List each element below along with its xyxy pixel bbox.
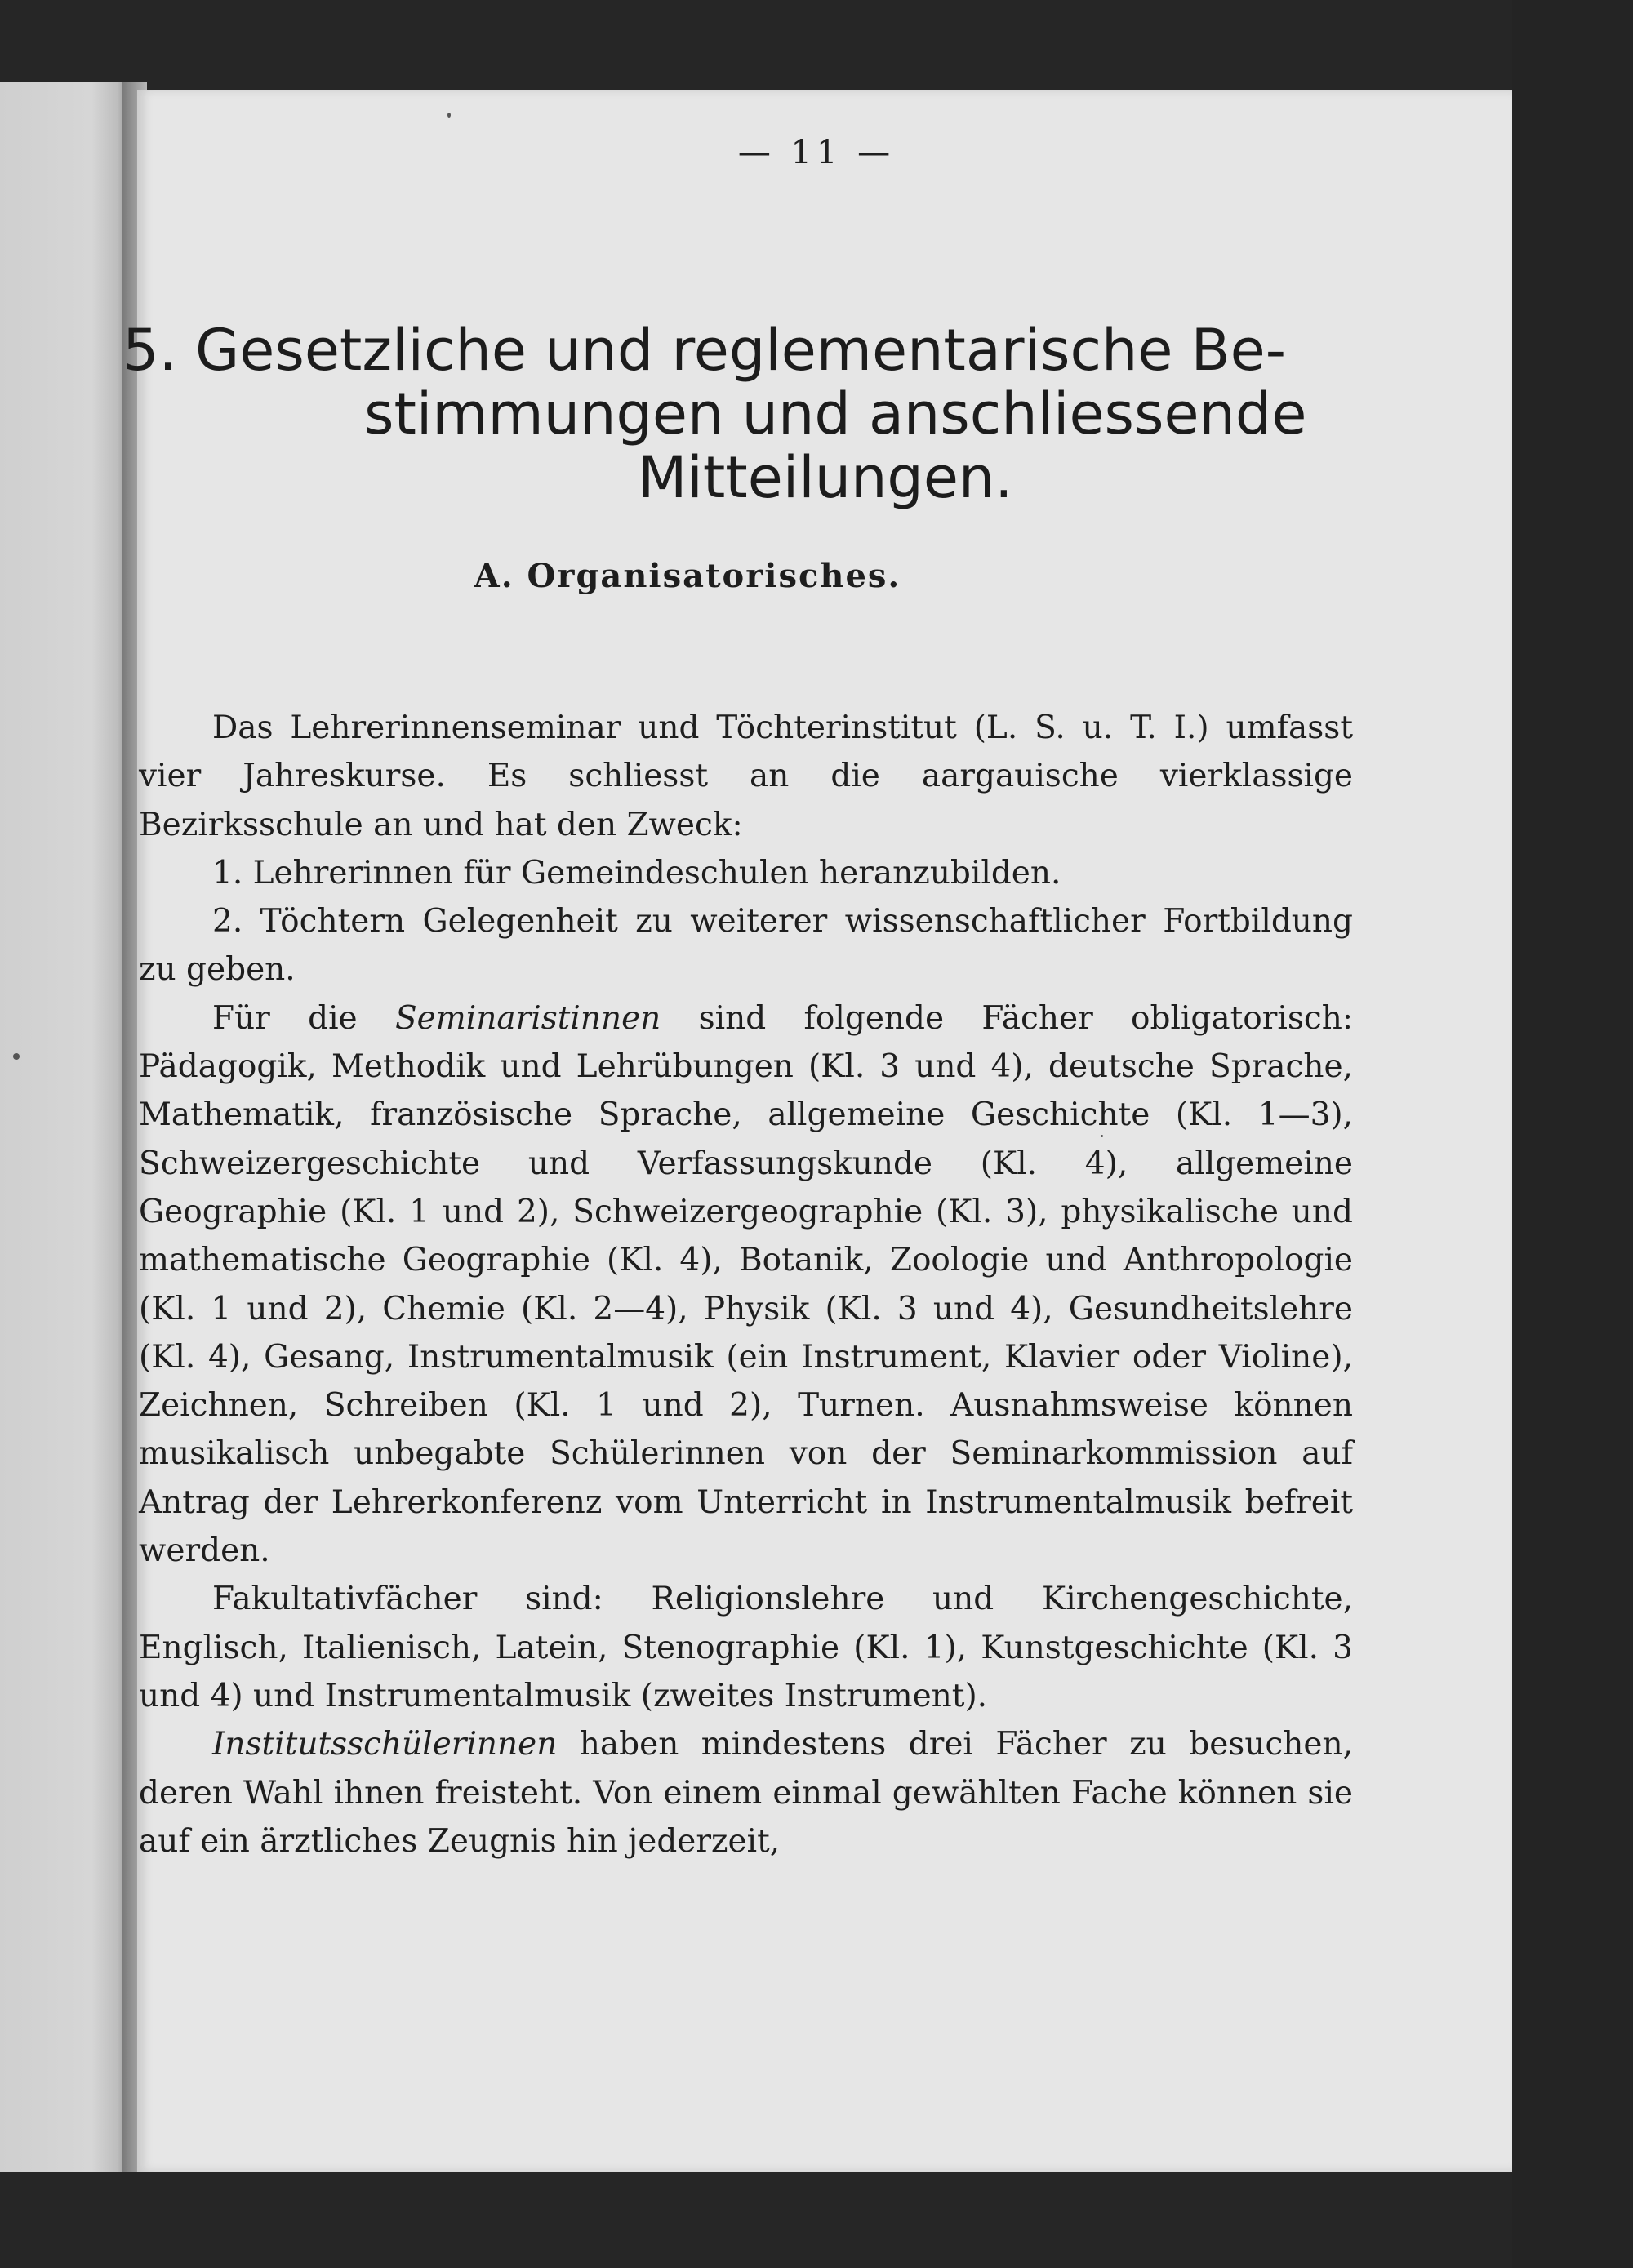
paper-speck xyxy=(447,113,451,118)
list-item-2: 2. Töchtern Gelegenheit zu weiterer wissenschaftlicher Fortbildung zu geben. xyxy=(139,903,1353,989)
section-heading: A. Organisatorisches. xyxy=(474,557,901,595)
facing-page-edge xyxy=(0,82,131,2172)
margin-speck xyxy=(13,1053,20,1060)
body-text xyxy=(139,704,1353,1866)
heading-line-1: 5. Gesetzliche und reglementarische Be- xyxy=(122,317,1286,384)
emphasis-seminaristinnen: Seminaristinnen xyxy=(394,999,661,1037)
scan-background-bottom xyxy=(0,2172,1633,2268)
paragraph-intro: Das Lehrerinnenseminar und Töchterinstitut (L. S. u. T. I.) umfasst vier Jahreskurse. Es schliesst an die aargauische vierklassige Bezirksschule an und hat den Zweck: xyxy=(139,709,1353,843)
paragraph-text: sind folgende Fächer obligatorisch: Pädagogik, Methodik und Lehrübungen (Kl. 3 und 4), deutsche Sprache, Mathematik, französische Sprache, allgemeine Geschichte (Kl. 1—3), Schweizergeschichte und Verfassungskunde (Kl. 4), allgemeine Geographie (Kl. 1 und 2), Schweizergeographie (Kl. 3), physikalische und mathematische Geographie (Kl. 4), Botanik, Zoologie und Anthropologie (Kl. 1 und 2), Chemie (Kl. 2—4), Physik (Kl. 3 und 4), Gesundheitslehre (Kl. 4), Gesang, Instrumentalmusik (ein Instrument, Klavier oder Violine), Zeichnen, Schreiben (Kl. 1 und 2), Turnen. Ausnahmsweise können musikalisch unbegabte Schülerinnen von der Seminarkommission auf Antrag der Lehrerkonferenz vom Unterricht in Instrumentalmusik befreit werden. xyxy=(139,999,1354,1570)
paragraph-institut xyxy=(139,1720,1353,1866)
paragraph-lead: Für die xyxy=(212,999,395,1037)
paragraph-seminaristinnen xyxy=(139,994,1353,1576)
list-item-1: 1. Lehrerinnen für Gemeindeschulen heranzubilden. xyxy=(212,854,1061,892)
heading-line-3: Mitteilungen. xyxy=(638,444,1013,511)
heading-line-2: stimmungen und anschliessende xyxy=(364,380,1307,447)
paragraph-text: haben mindestens drei Fächer zu besuchen, deren Wahl ihnen freisteht. Von einem einmal gewählten Fache können sie auf ein ärztliches Zeugnis hin jederzeit, xyxy=(139,1726,1353,1860)
scan-background-top xyxy=(0,0,1633,90)
paragraph-fakultativ: Fakultativfächer sind: Religionslehre und Kirchengeschichte, Englisch, Italienisch, Latein, Stenographie (Kl. 1), Kunstgeschichte (Kl. 3 und 4) und Instrumentalmusik (zweites Instrument). xyxy=(139,1581,1353,1714)
page-number: — 11 — xyxy=(737,134,896,171)
scan-background-right xyxy=(1512,0,1633,2268)
emphasis-institutsschuelerinnen: Institutsschülerinnen xyxy=(212,1726,558,1763)
chapter-heading xyxy=(122,318,1372,509)
